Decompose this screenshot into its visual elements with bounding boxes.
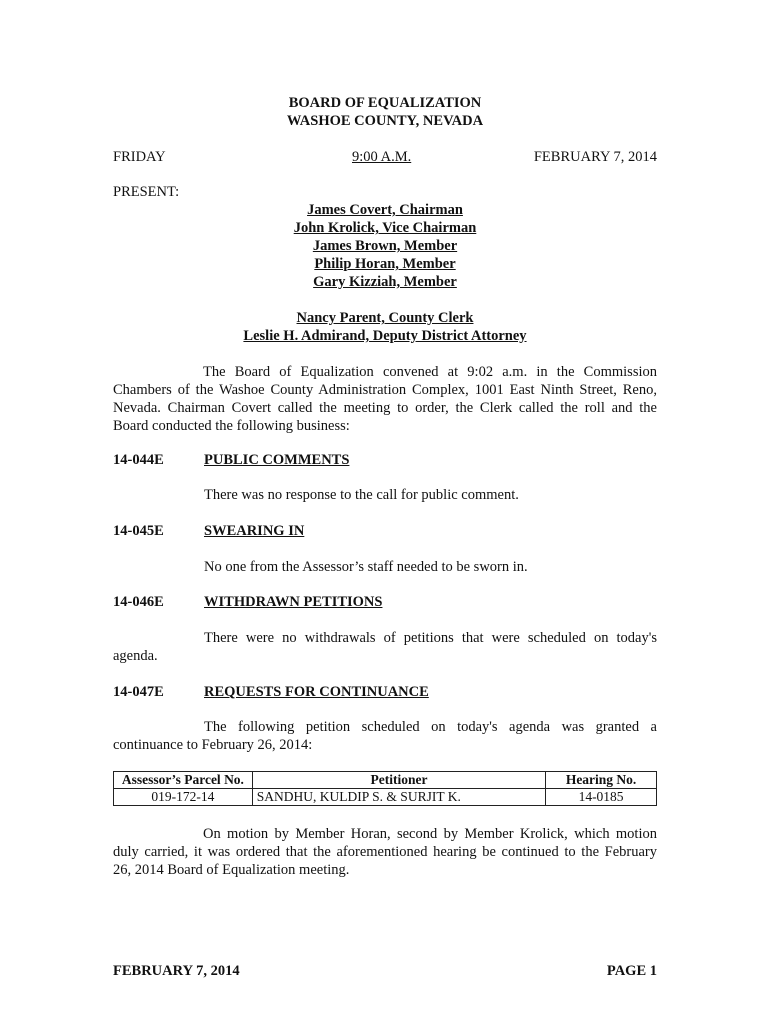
item-text: agenda. — [113, 648, 158, 664]
member-name: James Covert, Chairman — [307, 202, 463, 218]
present-label: PRESENT: — [113, 184, 180, 200]
footer-date: FEBRUARY 7, 2014 — [113, 963, 240, 979]
hearing-number: 14-0185 — [546, 789, 657, 806]
intro-line: The Board of Equalization convened at 9:02 a.m. in the Commission — [203, 364, 657, 380]
motion-line: duly carried, it was ordered that the aforementioned hearing be continued to the February — [113, 844, 657, 860]
item-title: SWEARING IN — [204, 523, 305, 539]
meeting-date: FEBRUARY 7, 2014 — [533, 149, 657, 165]
item-text: continuance to February 26, 2014: — [113, 737, 313, 753]
member-name: Philip Horan, Member — [314, 256, 456, 272]
intro-line: Chambers of the Washoe County Administration Complex, 1001 East Ninth Street, Reno, — [113, 382, 657, 398]
footer-page-number: PAGE 1 — [606, 963, 657, 979]
intro-line: Nevada. Chairman Covert called the meeting to order, the Clerk called the roll and the — [113, 400, 657, 416]
column-header-petitioner: Petitioner — [252, 772, 545, 789]
intro-line: Board conducted the following business: — [113, 418, 350, 434]
document-subtitle: WASHOE COUNTY, NEVADA — [286, 113, 484, 129]
item-text: The following petition scheduled on today's agenda was granted a — [204, 719, 657, 735]
column-header-parcel: Assessor’s Parcel No. — [114, 772, 253, 789]
meeting-time: 9:00 A.M. — [352, 149, 412, 165]
item-text: No one from the Assessor’s staff needed to be sworn in. — [204, 559, 528, 575]
member-name: John Krolick, Vice Chairman — [293, 220, 477, 236]
item-title: PUBLIC COMMENTS — [204, 452, 350, 468]
item-text: There was no response to the call for public comment. — [204, 487, 519, 503]
item-number: 14-047E — [113, 684, 164, 700]
item-title: WITHDRAWN PETITIONS — [204, 594, 383, 610]
petitioner-name: SANDHU, KULDIP S. & SURJIT K. — [252, 789, 545, 806]
staff-name: Nancy Parent, County Clerk — [296, 310, 474, 326]
staff-name: Leslie H. Admirand, Deputy District Attorney — [243, 328, 527, 344]
document-title: BOARD OF EQUALIZATION — [288, 95, 482, 111]
column-header-hearing: Hearing No. — [546, 772, 657, 789]
member-name: James Brown, Member — [312, 238, 458, 254]
meeting-day: FRIDAY — [113, 149, 166, 165]
item-number: 14-046E — [113, 594, 164, 610]
item-title: REQUESTS FOR CONTINUANCE — [204, 684, 429, 700]
continuance-table — [113, 771, 657, 806]
table-header-row — [114, 772, 657, 789]
item-number: 14-044E — [113, 452, 164, 468]
item-number: 14-045E — [113, 523, 164, 539]
member-name: Gary Kizziah, Member — [313, 274, 457, 290]
item-text: There were no withdrawals of petitions that were scheduled on today's — [204, 630, 657, 646]
table-row — [114, 789, 657, 806]
motion-line: 26, 2014 Board of Equalization meeting. — [113, 862, 350, 878]
motion-line: On motion by Member Horan, second by Member Krolick, which motion — [203, 826, 657, 842]
parcel-number: 019-172-14 — [114, 789, 253, 806]
